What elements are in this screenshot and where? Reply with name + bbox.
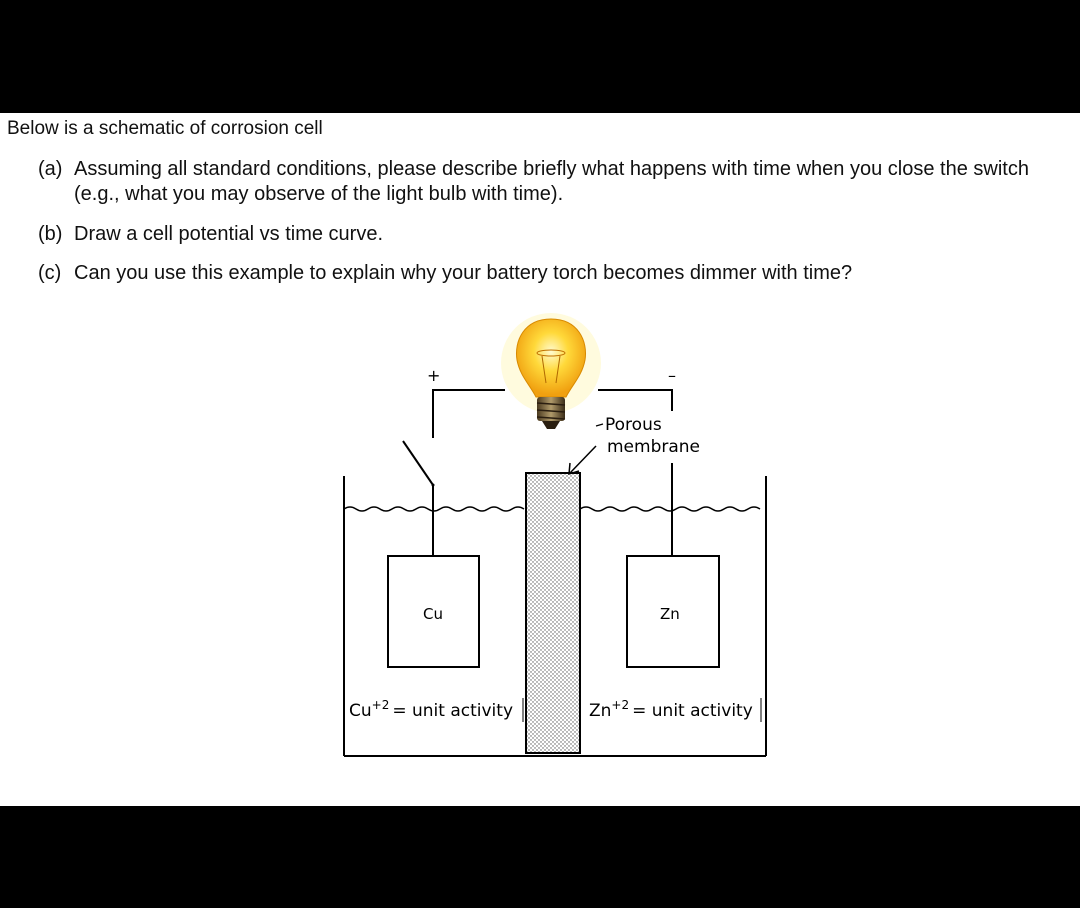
cu-ion-label: $Cu^{+2}$ = unit activity xyxy=(349,698,514,721)
membrane-label: membrane xyxy=(607,437,701,457)
membrane-pointer-arrow xyxy=(569,446,596,474)
question-a-label: (a) xyxy=(38,158,63,180)
question-c-label: (c) xyxy=(38,262,62,284)
porous-membrane xyxy=(526,473,580,753)
corrosion-cell-diagram xyxy=(0,113,1080,806)
switch-pivot xyxy=(432,484,435,487)
porous-label: Porous xyxy=(605,415,662,435)
light-bulb-icon xyxy=(501,313,601,429)
zn-ion-label: $Zn^{+2}$ = unit activity xyxy=(589,698,753,721)
cu-electrode-label: Cu xyxy=(423,605,443,623)
porous-label-tick xyxy=(596,424,603,426)
positive-terminal-label: + xyxy=(427,366,441,385)
negative-terminal-label: – xyxy=(668,366,676,385)
left-wire xyxy=(403,390,505,556)
question-a-text: Assuming all standard conditions, please describe briefly what happens with time when you close the switch (e.g., what you may observe of the light bulb with time). xyxy=(74,158,1029,205)
question-b-label: (b) xyxy=(38,223,63,245)
zn-electrode-label: Zn xyxy=(660,605,680,623)
intro-text: Below is a schematic of corrosion cell xyxy=(7,118,323,139)
question-b-text: Draw a cell potential vs time curve. xyxy=(74,223,384,245)
question-panel xyxy=(0,113,1080,806)
question-c-text: Can you use this example to explain why your battery torch becomes dimmer with time? xyxy=(74,262,853,284)
electrolyte-surface-right xyxy=(580,507,760,511)
